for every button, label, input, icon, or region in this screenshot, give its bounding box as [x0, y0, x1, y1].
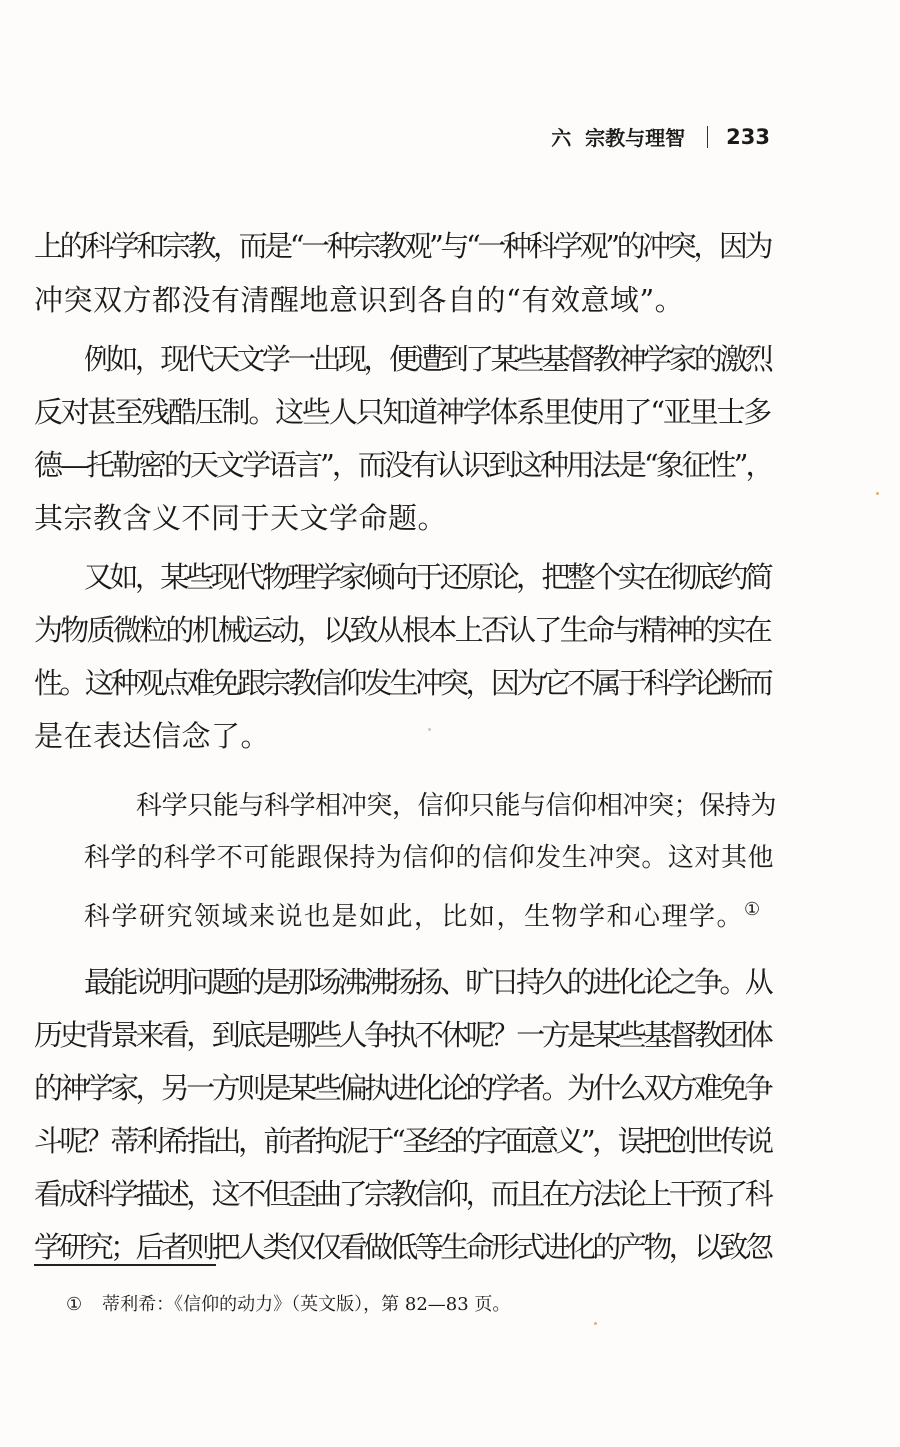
paper-speck: [594, 1322, 597, 1325]
footnote: [66, 1290, 510, 1320]
header-divider: [707, 126, 708, 148]
footnote-mark: ①: [66, 1294, 83, 1315]
body-line: 反对甚至残酷压制。这些人只知道神学体系里使用了“亚里士多: [34, 395, 770, 429]
body-line: 性。这种观点难免跟宗教信仰发生冲突，因为它不属于科学论断而: [34, 666, 770, 700]
body-line: 为物质微粒的机械运动，以致从根本上否认了生命与精神的实在: [34, 613, 770, 647]
body-line: 斗呢？蒂利希指出，前者拘泥于“圣经的字面意义”，误把创世传说: [34, 1124, 771, 1158]
quote-line: [84, 890, 774, 937]
body-line: 例如，现代天文学一出现，便遭到了某些基督教神学家的激烈: [84, 342, 770, 376]
body-line: 是在表达信念了。: [34, 719, 271, 753]
body-line: 看成科学描述，这不但歪曲了宗教信仰，而且在方法论上干预了科: [34, 1177, 770, 1211]
footnote-rule: [34, 1264, 216, 1266]
footnote-reference: ①: [744, 899, 762, 920]
footnote-text: 蒂利希：《信仰的动力》（英文版），第 82—83 页。: [102, 1294, 511, 1315]
body-line: 德—托勒密的天文学语言”，而没有认识到这种用法是“象征性”，: [34, 448, 772, 482]
body-line: 学研究；后者则把人类仅仅看做低等生命形式进化的产物，以致忽: [34, 1230, 770, 1264]
body-line: 冲突双方都没有清醒地意识到各自的“有效意域”。: [34, 283, 685, 317]
body-line: 最能说明问题的是那场沸沸扬扬、旷日持久的进化论之争。从: [84, 965, 770, 999]
paper-speck: [428, 728, 431, 731]
quote-line-text: 科学研究领域来说也是如此，比如，生物学和心理学。: [84, 902, 745, 932]
page-number: 233: [726, 124, 770, 149]
body-line: 其宗教含义不同于天文学命题。: [34, 501, 448, 535]
quote-line: 科学的科学不可能跟保持为信仰的信仰发生冲突。这对其他: [84, 843, 774, 873]
chapter-title: 六 宗教与理智: [551, 126, 686, 150]
paper-speck: [876, 492, 879, 495]
body-line: 上的科学和宗教，而是“一种宗教观”与“一种科学观”的冲突，因为: [34, 229, 770, 263]
body-line: 历史背景来看，到底是哪些人争执不休呢？一方是某些基督教团体: [34, 1018, 770, 1052]
body-line: 的神学家，另一方则是某些偏执进化论的学者。为什么双方难免争: [34, 1071, 770, 1105]
quote-line: 科学只能与科学相冲突，信仰只能与信仰相冲突；保持为: [136, 791, 776, 821]
body-line: 又如，某些现代物理学家倾向于还原论，把整个实在彻底约简: [84, 560, 770, 594]
running-header: [551, 122, 770, 151]
